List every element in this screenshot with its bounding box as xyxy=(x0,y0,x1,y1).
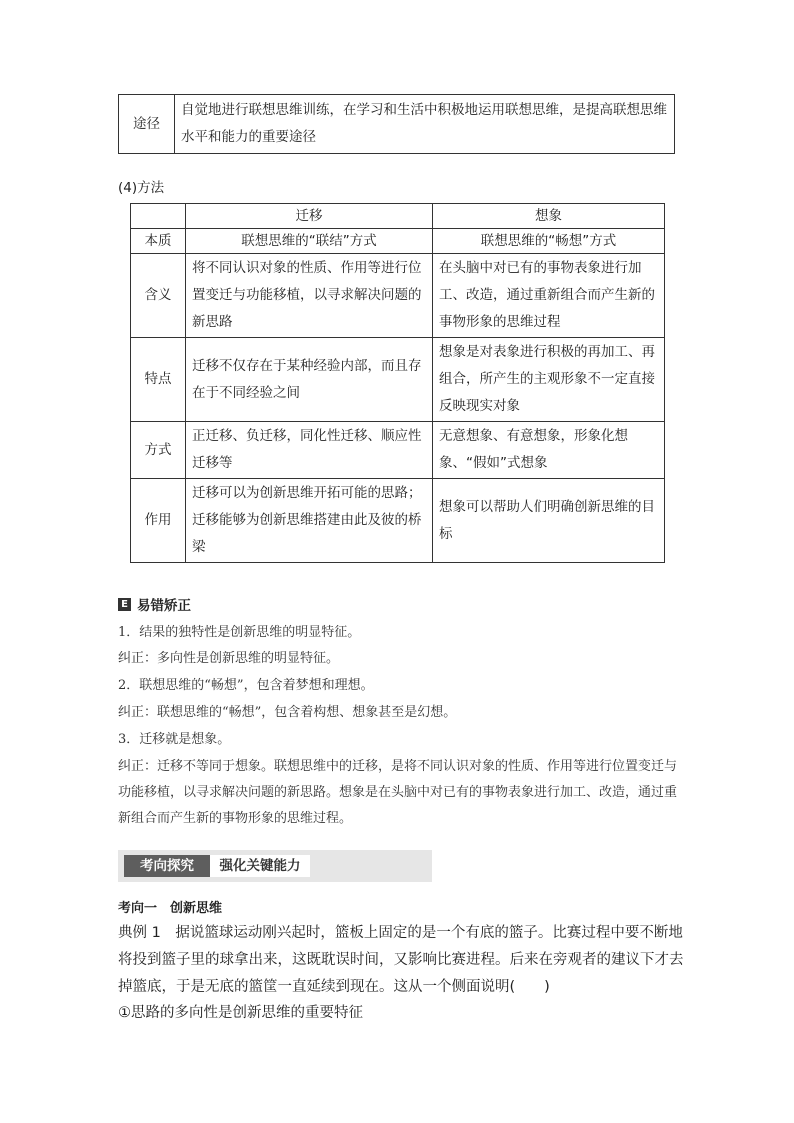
option-item: ①思路的多向性是创新思维的重要特征 xyxy=(118,1005,363,1021)
table-cell: 想象是对表象进行积极的再加工、再组合，所产生的主观形象不一定直接反映现实对象 xyxy=(433,338,665,422)
method-table xyxy=(130,203,665,563)
banner-label-light: 强化关键能力 xyxy=(210,855,310,877)
correction-line: 纠正：多向性是创新思维的明显特征。 xyxy=(118,651,340,666)
table-cell: 联想思维的“联结”方式 xyxy=(186,229,433,254)
corner-cell xyxy=(131,204,186,229)
approach-head: 途径 xyxy=(119,95,175,154)
table-row xyxy=(131,422,665,479)
mistake-line: 2．联想思维的“畅想”，包含着梦想和理想。 xyxy=(118,678,374,693)
table-row xyxy=(131,254,665,338)
approach-table xyxy=(118,94,675,154)
example-question: 典例 1 据说篮球运动刚兴起时，篮板上固定的是一个有底的篮子。比赛过程中要不断地将投到篮子里的球拿出来，这既耽误时间，又影响比赛进程。后来在旁观者的建议下才去掉篮底，于是无底的篮筐一直延续到现在。这从一个侧面说明( ) xyxy=(118,925,684,995)
method-label: (4)方法 xyxy=(118,180,165,196)
row-head: 方式 xyxy=(131,422,186,479)
column-header-imagination: 想象 xyxy=(433,204,665,229)
direction-title: 考向一 创新思维 xyxy=(118,901,223,916)
mistake-line: 1．结果的独特性是创新思维的明显特征。 xyxy=(118,625,361,640)
table-cell: 联想思维的“畅想”方式 xyxy=(433,229,665,254)
row-head: 作用 xyxy=(131,479,186,563)
table-cell: 将不同认识对象的性质、作用等进行位置变迁与功能移植，以寻求解决问题的新思路 xyxy=(186,254,433,338)
column-header-transfer: 迁移 xyxy=(186,204,433,229)
row-head: 本质 xyxy=(131,229,186,254)
table-header-row xyxy=(131,204,665,229)
mistakes-title: 易错矫正 xyxy=(137,598,191,614)
e-badge-icon: E xyxy=(118,598,131,611)
table-row xyxy=(131,338,665,422)
table-cell: 迁移可以为创新思维开拓可能的思路；迁移能够为创新思维搭建由此及彼的桥梁 xyxy=(186,479,433,563)
table-cell: 想象可以帮助人们明确创新思维的目标 xyxy=(433,479,665,563)
approach-body: 自觉地进行联想思维训练，在学习和生活中积极地运用联想思维，是提高联想思维水平和能力的重要途径 xyxy=(175,95,675,154)
correction-paragraph: 纠正：迁移不等同于想象。联想思维中的迁移，是将不同认识对象的性质、作用等进行位置变迁与功能移植，以寻求解决问题的新思路。想象是在头脑中对已有的事物表象进行加工、改造，通过重新组合而产生新的事物形象的思维过程。 xyxy=(118,759,678,826)
table-row xyxy=(131,479,665,563)
correction-line: 纠正：联想思维的“畅想”，包含着构想、想象甚至是幻想。 xyxy=(118,705,457,720)
mistake-line: 3．迁移就是想象。 xyxy=(118,732,231,747)
row-head: 特点 xyxy=(131,338,186,422)
table-cell: 迁移不仅存在于某种经验内部，而且存在于不同经验之间 xyxy=(186,338,433,422)
table-cell: 无意想象、有意想象，形象化想象、“假如”式想象 xyxy=(433,422,665,479)
mistakes-heading xyxy=(118,594,191,614)
approach-row xyxy=(119,95,675,154)
table-cell: 在头脑中对已有的事物表象进行加工、改造，通过重新组合而产生新的事物形象的思维过程 xyxy=(433,254,665,338)
banner-label-dark: 考向探究 xyxy=(124,855,210,877)
table-row xyxy=(131,229,665,254)
table-cell: 正迁移、负迁移，同化性迁移、顺应性迁移等 xyxy=(186,422,433,479)
row-head: 含义 xyxy=(131,254,186,338)
